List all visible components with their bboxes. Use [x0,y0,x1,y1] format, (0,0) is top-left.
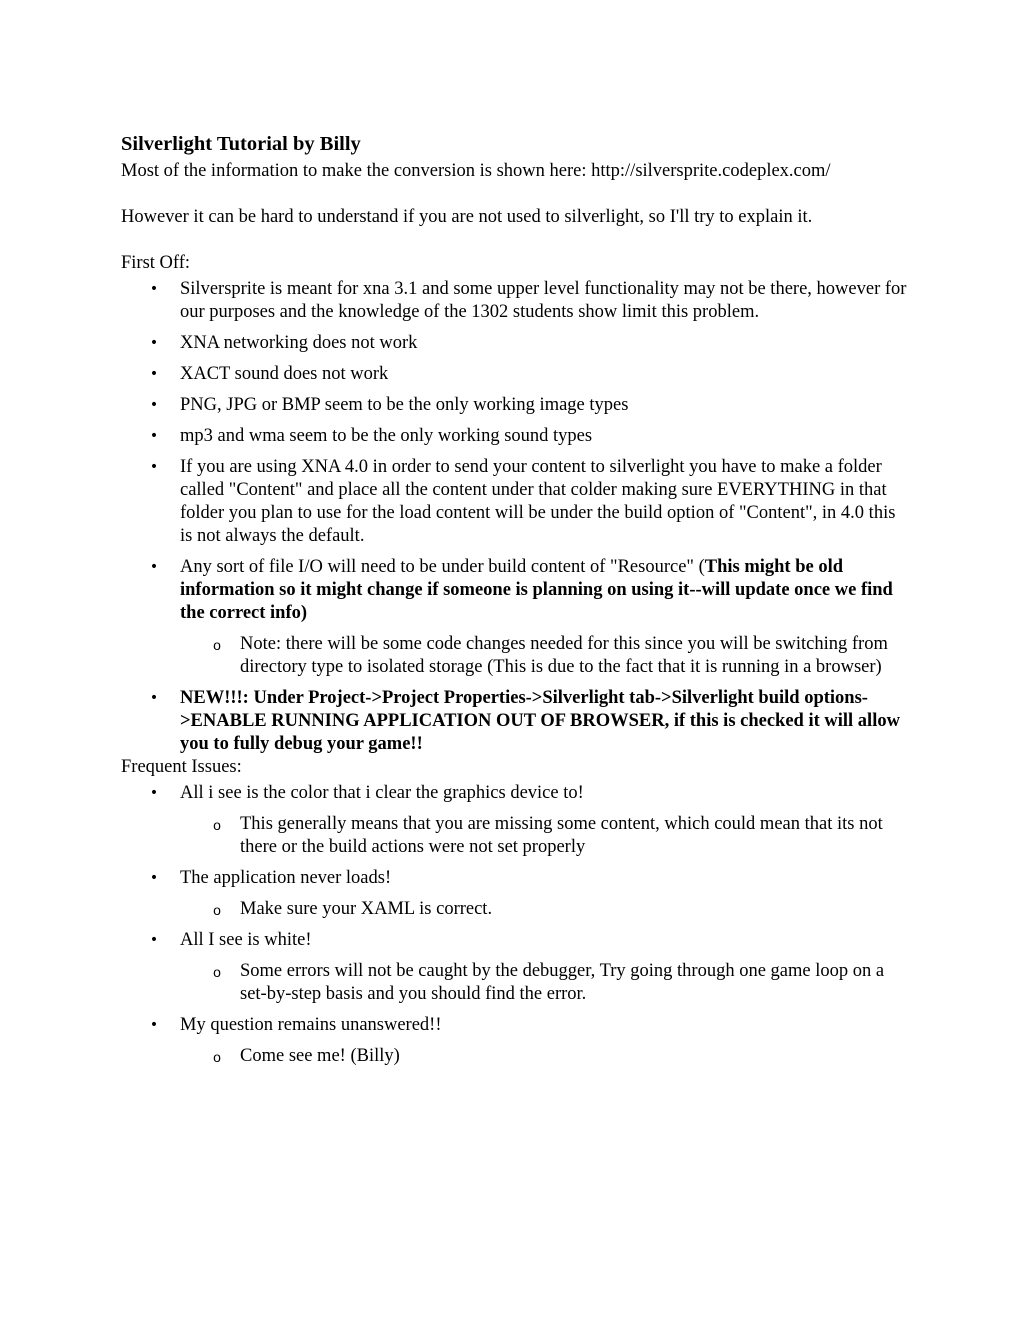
issue-question: All I see is white! [180,930,312,950]
sub-list-item-text: Note: there will be some code changes needed for this since you will be switching from directory type to isolated storage (This is due to the fact that it is running in a browser) [240,634,888,677]
bullet-icon: • [149,785,159,801]
issue-question: All i see is the color that i clear the graphics device to! [180,783,584,803]
list-item-text: Any sort of file I/O will need to be under build content of "Resource" ( [180,557,705,577]
document-page [121,131,911,1068]
bullet-icon: • [149,459,159,475]
list-item [149,394,911,417]
bullet-icon: • [149,366,159,382]
sub-list-item [213,1045,911,1068]
bullet-icon: • [149,335,159,351]
first-off-heading: First Off: [121,253,191,273]
bullet-icon: • [149,428,159,444]
list-item-new [149,687,911,756]
list-item-file-io [149,556,911,679]
frequent-issues-heading: Frequent Issues: [121,757,242,777]
list-item [149,456,911,548]
bullet-icon: • [149,397,159,413]
list-item [149,363,911,386]
intro-line-1: Most of the information to make the conversion is shown here: http://silversprite.codeplex.com/ [121,161,831,181]
list-item [149,425,911,448]
list-item-text: Silversprite is meant for xna 3.1 and some upper level functionality may not be there, however for our purposes and the knowledge of the 1302 students show limit this problem. [180,279,907,322]
issue-answer: This generally means that you are missing some content, which could mean that its not there or the build actions were not set properly [240,814,883,857]
circle-bullet-icon: o [213,637,221,653]
sub-list-item [213,898,911,921]
bullet-icon: • [149,690,159,706]
sub-list [180,813,911,859]
list-item-bold-text: NEW!!!: Under Project->Project Properties->Silverlight tab->Silverlight build options->ENABLE RUNNING APPLICATION OUT OF BROWSER, if this is checked it will allow you to fully debug your game!! [180,688,900,754]
list-item-text: If you are using XNA 4.0 in order to send your content to silverlight you have to make a folder called "Content" and place all the content under that colder making sure EVERYTHING in that folder you plan to use for the load content will be under the build option of "Content", in 4.0 this is not always the default. [180,457,896,546]
bullet-icon: • [149,870,159,886]
issue-question: The application never loads! [180,868,392,888]
bullet-icon: • [149,932,159,948]
issue-question: My question remains unanswered!! [180,1015,442,1035]
issue-answer: Come see me! (Billy) [240,1046,400,1066]
sub-list [180,633,911,679]
bullet-icon: • [149,281,159,297]
circle-bullet-icon: o [213,817,221,833]
sub-list-item [213,633,911,679]
first-off-list [121,278,911,756]
list-item [149,332,911,355]
circle-bullet-icon: o [213,964,221,980]
frequent-issues-list [121,782,911,1068]
list-item-text: XNA networking does not work [180,333,418,353]
sub-list [180,898,911,921]
list-item-text: PNG, JPG or BMP seem to be the only working image types [180,395,629,415]
circle-bullet-icon: o [213,1049,221,1065]
issue-answer: Make sure your XAML is correct. [240,899,493,919]
issue-item [149,929,911,1006]
bullet-icon: • [149,559,159,575]
issue-item [149,782,911,859]
document-title: Silverlight Tutorial by Billy [121,133,361,155]
list-item-text: mp3 and wma seem to be the only working sound types [180,426,593,446]
list-item-text: XACT sound does not work [180,364,389,384]
issue-item [149,867,911,921]
bullet-icon: • [149,1017,159,1033]
intro-line-2: However it can be hard to understand if you are not used to silverlight, so I'll try to explain it. [121,207,813,227]
issue-answer: Some errors will not be caught by the debugger, Try going through one game loop on a set-by-step basis and you should find the error. [240,961,885,1004]
sub-list [180,1045,911,1068]
sub-list-item [213,960,911,1006]
circle-bullet-icon: o [213,902,221,918]
sub-list [180,960,911,1006]
list-item [149,278,911,324]
sub-list-item [213,813,911,859]
issue-item [149,1014,911,1068]
list-item-bold-text: This might be old information so it might change if someone is planning on using it--will update once we find the correct info) [180,557,893,623]
